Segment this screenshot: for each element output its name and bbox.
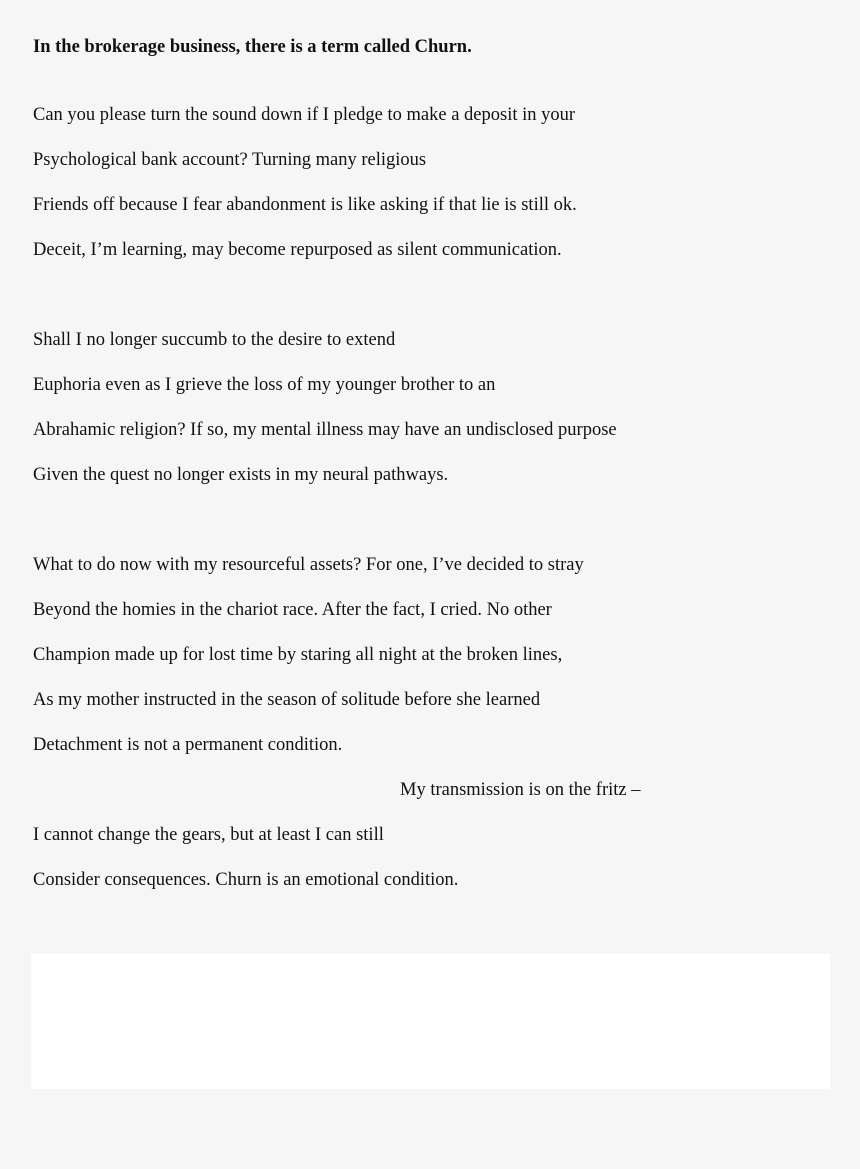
- blank-panel: [31, 954, 830, 1089]
- poem-line: Detachment is not a permanent condition.: [33, 735, 343, 755]
- poem-line: Euphoria even as I grieve the loss of my younger brother to an: [33, 375, 496, 395]
- poem-line: I cannot change the gears, but at least I can still: [33, 825, 384, 845]
- poem-line-indented: My transmission is on the fritz –: [400, 780, 641, 800]
- poem-line: Abrahamic religion? If so, my mental illness may have an undisclosed purpose: [33, 420, 617, 440]
- poem-line: Friends off because I fear abandonment is like asking if that lie is still ok.: [33, 195, 577, 215]
- poem-line: Can you please turn the sound down if I pledge to make a deposit in your: [33, 105, 576, 125]
- poem-line: Deceit, I’m learning, may become repurposed as silent communication.: [33, 240, 562, 260]
- poem-line: Consider consequences. Churn is an emotional condition.: [33, 870, 459, 890]
- poem-line: Champion made up for lost time by staring all night at the broken lines,: [33, 645, 563, 665]
- poem-line: What to do now with my resourceful assets? For one, I’ve decided to stray: [33, 555, 584, 575]
- poem-title: In the brokerage business, there is a term called Churn.: [33, 37, 472, 57]
- poem-line: Psychological bank account? Turning many religious: [33, 150, 427, 170]
- poem-line: Given the quest no longer exists in my neural pathways.: [33, 465, 449, 485]
- poem-line: Beyond the homies in the chariot race. After the fact, I cried. No other: [33, 600, 552, 620]
- poem-line: As my mother instructed in the season of solitude before she learned: [33, 690, 541, 710]
- poem-line: Shall I no longer succumb to the desire to extend: [33, 330, 396, 350]
